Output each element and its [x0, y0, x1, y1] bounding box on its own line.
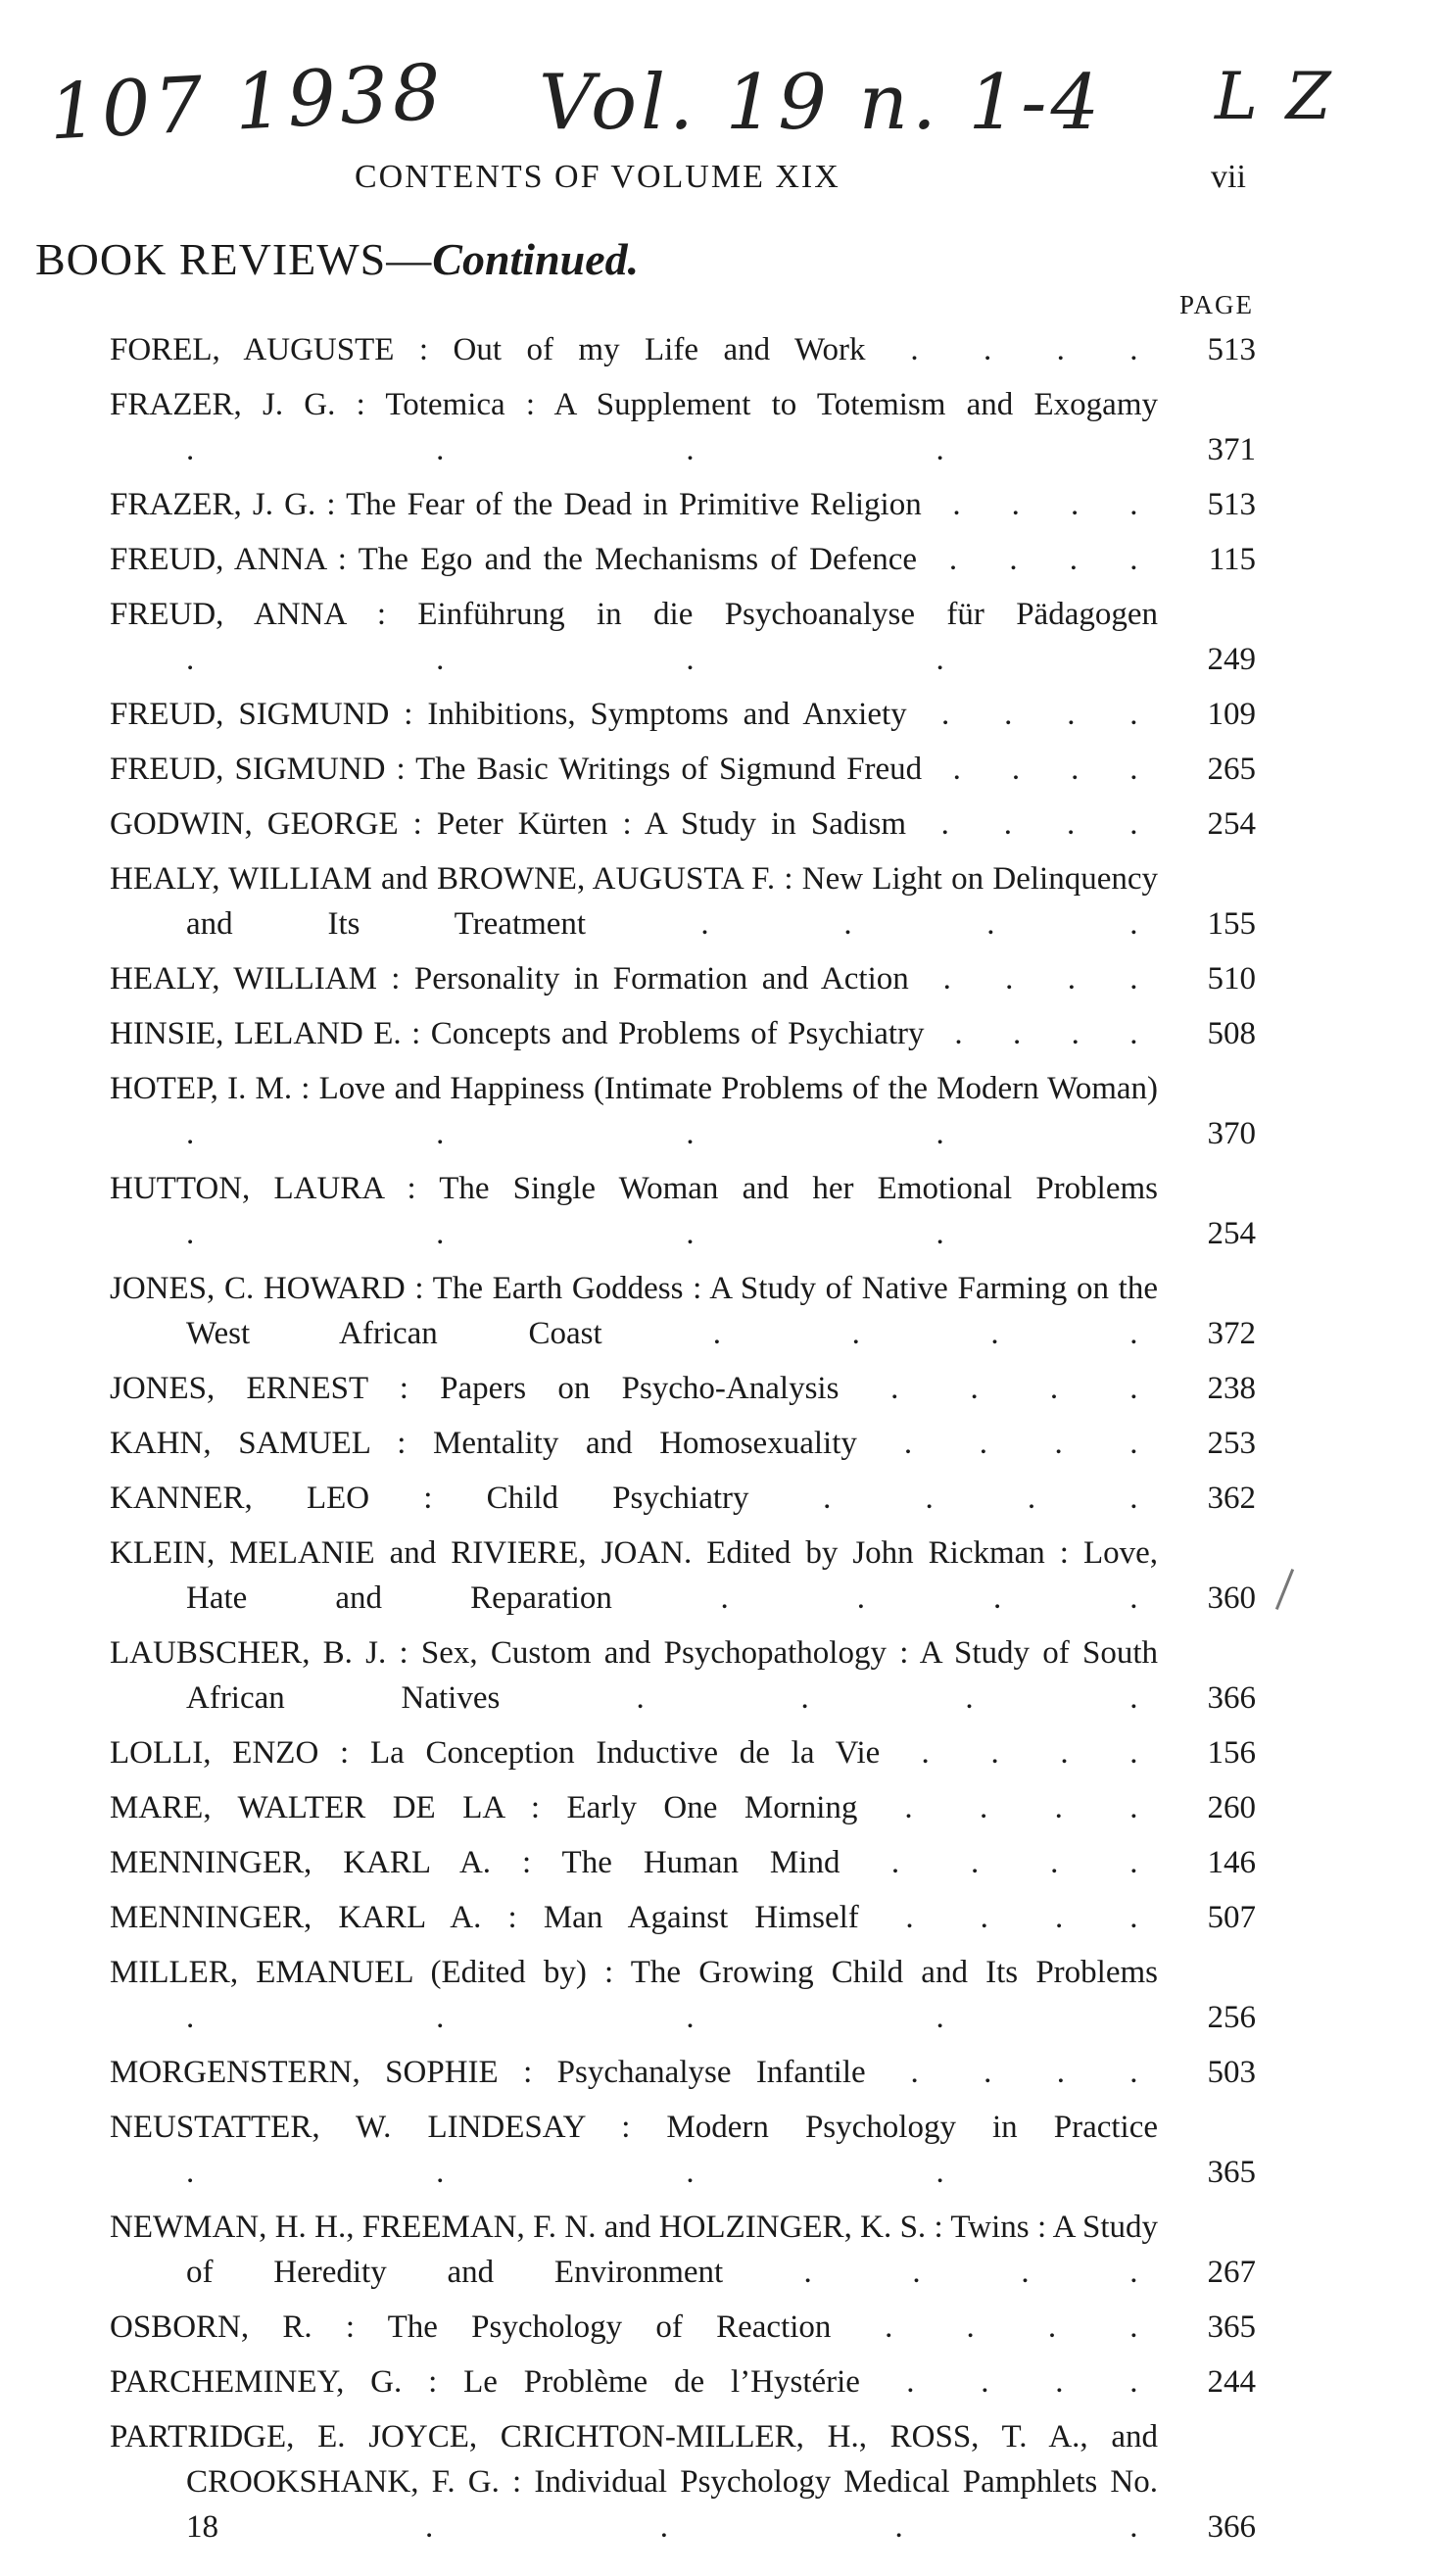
dot-leader: . . . . — [840, 1845, 1159, 1880]
review-entry-row — [110, 1366, 1256, 1411]
review-entry — [110, 1531, 1256, 1621]
review-entry — [110, 537, 1256, 582]
review-entry-row — [110, 1840, 1256, 1885]
review-entry-page: 370 — [1207, 1116, 1256, 1151]
review-entry-title: HUTTON, LAURA : The Single Woman and her Emotional Problems — [110, 1171, 1158, 1206]
review-entry-row — [110, 856, 1256, 947]
review-entry-page: 372 — [1207, 1316, 1256, 1351]
section-heading — [35, 233, 639, 285]
review-entry-title: MORGENSTERN, SOPHIE : Psychanalyse Infantile — [110, 2055, 866, 2090]
annotation-shelf-number: 107 1938 — [46, 48, 448, 158]
review-entry — [110, 1950, 1256, 2040]
review-entry-page: 267 — [1207, 2255, 1256, 2290]
review-entry — [110, 1730, 1256, 1775]
review-entry — [110, 1785, 1256, 1830]
review-entry-text — [110, 1730, 1179, 1775]
review-entry-text — [110, 692, 1179, 737]
review-entry — [110, 482, 1256, 527]
dot-leader: . . . . — [858, 1900, 1158, 1935]
review-entry-page: 109 — [1207, 697, 1256, 732]
review-entry — [110, 2205, 1256, 2295]
review-entry-text — [110, 537, 1179, 582]
review-entry-page: 503 — [1207, 2055, 1256, 2090]
review-entry-title: MARE, WALTER DE LA : Early One Morning — [110, 1790, 858, 1825]
review-entry-text — [110, 2205, 1179, 2295]
dot-leader: . . . . — [186, 432, 965, 467]
review-entry-page: 360 — [1207, 1580, 1256, 1616]
dot-leader: . . . . — [723, 2255, 1158, 2290]
running-head — [0, 159, 1440, 208]
review-entry-page: 507 — [1207, 1900, 1256, 1935]
review-entry-row — [110, 2050, 1256, 2095]
review-entry-title: NEUSTATTER, W. LINDESAY : Modern Psychology in Practice — [110, 2110, 1158, 2145]
dot-leader: . . . . — [748, 1481, 1158, 1516]
review-entry-text — [110, 1785, 1179, 1830]
review-entry-title: JONES, ERNEST : Papers on Psycho-Analysis — [110, 1371, 840, 1406]
review-entry-page: 510 — [1207, 961, 1256, 996]
review-entry-page: 362 — [1207, 1481, 1256, 1516]
review-entry-title: HEALY, WILLIAM and BROWNE, AUGUSTA F. : New Light on Delinquency and Its Treatment — [110, 861, 1158, 942]
review-entry-row — [110, 1895, 1256, 1940]
review-entry — [110, 1366, 1256, 1411]
review-entry-row — [110, 1166, 1256, 1256]
review-entry-text — [110, 2105, 1179, 2195]
dot-leader: . . . . — [186, 2155, 965, 2190]
review-entry-page: 249 — [1207, 642, 1256, 677]
review-entry-row — [110, 537, 1256, 582]
review-entry-text — [110, 1630, 1179, 1721]
review-entry — [110, 692, 1256, 737]
dot-leader: . . . . — [586, 906, 1158, 942]
review-entry-page: 265 — [1207, 752, 1256, 787]
review-entry-page: 366 — [1207, 1680, 1256, 1716]
review-entry-text — [110, 1840, 1179, 1885]
review-entry-page: 366 — [1207, 2509, 1256, 2545]
review-entry — [110, 1630, 1256, 1721]
dot-leader: . . . . — [611, 1580, 1158, 1616]
review-entry-page: 244 — [1207, 2364, 1256, 2400]
review-entry — [110, 2050, 1256, 2095]
review-entry — [110, 1476, 1256, 1521]
review-entry — [110, 2414, 1256, 2550]
review-entry-title: OSBORN, R. : The Psychology of Reaction — [110, 2309, 832, 2345]
review-entry-text — [110, 956, 1179, 1001]
review-entry-title: FREUD, SIGMUND : Inhibitions, Symptoms and Anxiety — [110, 697, 907, 732]
dot-leader: . . . . — [186, 642, 965, 677]
review-entry-title: LOLLI, ENZO : La Conception Inductive de la Vie — [110, 1735, 881, 1771]
review-entry-title: MILLER, EMANUEL (Edited by) : The Growing Child and Its Problems — [110, 1955, 1158, 1990]
dot-leader: . . . . — [880, 1735, 1158, 1771]
review-entry-page: 365 — [1207, 2309, 1256, 2345]
review-entry — [110, 327, 1256, 372]
page-column-label: PAGE — [1178, 290, 1254, 319]
review-entry — [110, 856, 1256, 947]
review-entry-text — [110, 2305, 1179, 2350]
dot-leader: . . . . — [908, 961, 1158, 996]
review-entry-title: FRAZER, J. G. : Totemica : A Supplement to Totemism and Exogamy — [110, 387, 1158, 422]
review-entry-text — [110, 1266, 1179, 1356]
review-entry-page: 513 — [1207, 487, 1256, 522]
dot-leader: . . . . — [831, 2309, 1158, 2345]
dot-leader: . . . . — [186, 2000, 965, 2035]
review-entry-row — [110, 1421, 1256, 1466]
review-entry-text — [110, 1476, 1179, 1521]
review-entry-text — [110, 747, 1179, 792]
review-entry-text — [110, 1366, 1179, 1411]
review-entry-title: MENNINGER, KARL A. : The Human Mind — [110, 1845, 840, 1880]
review-entry-text — [110, 1950, 1179, 2040]
review-entry — [110, 1840, 1256, 1885]
handwritten-annotation — [46, 48, 1381, 167]
running-title: CONTENTS OF VOLUME XIX — [355, 159, 840, 195]
review-entry-row — [110, 956, 1256, 1001]
review-entry-title: FREUD, SIGMUND : The Basic Writings of Sigmund Freud — [110, 752, 923, 787]
review-entry-text — [110, 327, 1179, 372]
annotation-initials: L Z — [1215, 59, 1335, 134]
review-entry-title: GODWIN, GEORGE : Peter Kürten : A Study in Sadism — [110, 806, 907, 842]
review-entry-row — [110, 1011, 1256, 1056]
review-entry-title: FRAZER, J. G. : The Fear of the Dead in Primitive Religion — [110, 487, 922, 522]
review-entry-row — [110, 1630, 1256, 1721]
review-entry-page: 365 — [1207, 2155, 1256, 2190]
dot-leader: . . . . — [917, 542, 1158, 577]
review-entry-page: 260 — [1207, 1790, 1256, 1825]
section-title: BOOK REVIEWS— — [35, 234, 433, 284]
dot-leader: . . . . — [922, 752, 1158, 787]
review-entry-page: 238 — [1207, 1371, 1256, 1406]
dot-leader: . . . . — [906, 697, 1158, 732]
section-title-suffix: Continued. — [432, 234, 640, 284]
annotation-volume: Vol. 19 n. 1-4 — [539, 59, 1104, 147]
review-entry-text — [110, 592, 1179, 682]
review-entry-page: 254 — [1207, 1216, 1256, 1251]
margin-pencil-mark — [1275, 1569, 1294, 1610]
review-entry-title: HINSIE, LELAND E. : Concepts and Problems of Psychiatry — [110, 1016, 925, 1051]
review-entry-row — [110, 482, 1256, 527]
review-entry-page: 256 — [1207, 2000, 1256, 2035]
review-entry — [110, 1266, 1256, 1356]
review-entry-text — [110, 856, 1179, 947]
dot-leader: . . . . — [856, 1426, 1158, 1461]
review-entry-row — [110, 2305, 1256, 2350]
review-entry-row — [110, 1950, 1256, 2040]
review-entry-row — [110, 1066, 1256, 1156]
review-entry — [110, 1895, 1256, 1940]
review-entry-text — [110, 1066, 1179, 1156]
review-entry-row — [110, 327, 1256, 372]
review-entry-page: 253 — [1207, 1426, 1256, 1461]
review-entry-title: LAUBSCHER, B. J. : Sex, Custom and Psychopathology : A Study of South African Natives — [110, 1635, 1158, 1716]
review-entry-title: FREUD, ANNA : The Ego and the Mechanisms of Defence — [110, 542, 918, 577]
review-entry — [110, 382, 1256, 472]
review-entry-row — [110, 1531, 1256, 1621]
dot-leader: . . . . — [500, 1680, 1158, 1716]
review-entry-text — [110, 2050, 1179, 2095]
review-entry-page: 371 — [1207, 432, 1256, 467]
review-entry-row — [110, 692, 1256, 737]
review-entry-text — [110, 1531, 1179, 1621]
review-entry — [110, 956, 1256, 1001]
review-entry-list — [110, 327, 1256, 2559]
review-entry-title: KANNER, LEO : Child Psychiatry — [110, 1481, 749, 1516]
review-entry — [110, 1011, 1256, 1056]
dot-leader: . . . . — [924, 1016, 1158, 1051]
dot-leader: . . . . — [839, 1371, 1158, 1406]
folio-number: vii — [1211, 159, 1246, 195]
review-entry — [110, 1421, 1256, 1466]
review-entry-title: HEALY, WILLIAM : Personality in Formation and Action — [110, 961, 909, 996]
dot-leader: . . . . — [921, 487, 1158, 522]
review-entry-title: KAHN, SAMUEL : Mentality and Homosexuality — [110, 1426, 857, 1461]
review-entry-page: 254 — [1207, 806, 1256, 842]
review-entry-page: 155 — [1207, 906, 1256, 942]
review-entry — [110, 2105, 1256, 2195]
review-entry — [110, 592, 1256, 682]
dot-leader: . . . . — [857, 1790, 1158, 1825]
review-entry — [110, 1166, 1256, 1256]
review-entry-title: KLEIN, MELANIE and RIVIERE, JOAN. Edited by John Rickman : Love, Hate and Reparation — [110, 1535, 1158, 1616]
review-entry-row — [110, 2359, 1256, 2405]
dot-leader: . . . . — [859, 2364, 1158, 2400]
review-entry-page: 115 — [1208, 542, 1256, 577]
review-entry-text — [110, 802, 1179, 847]
review-entry-row — [110, 2105, 1256, 2195]
review-entry-row — [110, 1476, 1256, 1521]
review-entry-title: MENNINGER, KARL A. : Man Against Himself — [110, 1900, 859, 1935]
review-entry-row — [110, 1785, 1256, 1830]
review-entry-page: 508 — [1207, 1016, 1256, 1051]
review-entry-row — [110, 2205, 1256, 2295]
review-entry-title: NEWMAN, H. H., FREEMAN, F. N. and HOLZINGER, K. S. : Twins : A Study of Heredity and Environment — [110, 2210, 1158, 2290]
dot-leader: . . . . — [906, 806, 1158, 842]
review-entry — [110, 2305, 1256, 2350]
review-entry — [110, 1066, 1256, 1156]
review-entry-text — [110, 1895, 1179, 1940]
dot-leader: . . . . — [865, 332, 1158, 367]
dot-leader: . . . . — [186, 1216, 965, 1251]
review-entry-row — [110, 382, 1256, 472]
dot-leader: . . . . — [218, 2509, 1158, 2545]
review-entry-title: HOTEP, I. M. : Love and Happiness (Intimate Problems of the Modern Woman) — [110, 1071, 1158, 1106]
review-entry-title: FREUD, ANNA : Einführung in die Psychoanalyse für Pädagogen — [110, 597, 1158, 632]
review-entry-page: 513 — [1207, 332, 1256, 367]
review-entry-text — [110, 482, 1179, 527]
review-entry — [110, 2359, 1256, 2405]
dot-leader: . . . . — [601, 1316, 1158, 1351]
review-entry-page: 156 — [1207, 1735, 1256, 1771]
review-entry-row — [110, 747, 1256, 792]
review-entry-row — [110, 2414, 1256, 2550]
review-entry-row — [110, 802, 1256, 847]
review-entry-page: 146 — [1207, 1845, 1256, 1880]
review-entry-text — [110, 2414, 1179, 2550]
review-entry-title: PARTRIDGE, E. JOYCE, CRICHTON-MILLER, H., ROSS, T. A., and CROOKSHANK, F. G. : Individual Psychology Medical Pamphlets No. 18 — [110, 2419, 1158, 2545]
review-entry-text — [110, 1421, 1179, 1466]
review-entry-title: JONES, C. HOWARD : The Earth Goddess : A Study of Native Farming on the West African Coast — [110, 1271, 1158, 1351]
review-entry — [110, 802, 1256, 847]
dot-leader: . . . . — [865, 2055, 1158, 2090]
review-entry — [110, 747, 1256, 792]
review-entry-row — [110, 1730, 1256, 1775]
review-entry-text — [110, 1166, 1179, 1256]
review-entry-text — [110, 382, 1179, 472]
review-entry-row — [110, 592, 1256, 682]
review-entry-title: PARCHEMINEY, G. : Le Problème de l’Hystérie — [110, 2364, 860, 2400]
review-entry-text — [110, 1011, 1179, 1056]
review-entry-title: FOREL, AUGUSTE : Out of my Life and Work — [110, 332, 866, 367]
review-entry-text — [110, 2359, 1179, 2405]
review-entry-row — [110, 1266, 1256, 1356]
dot-leader: . . . . — [186, 1116, 965, 1151]
